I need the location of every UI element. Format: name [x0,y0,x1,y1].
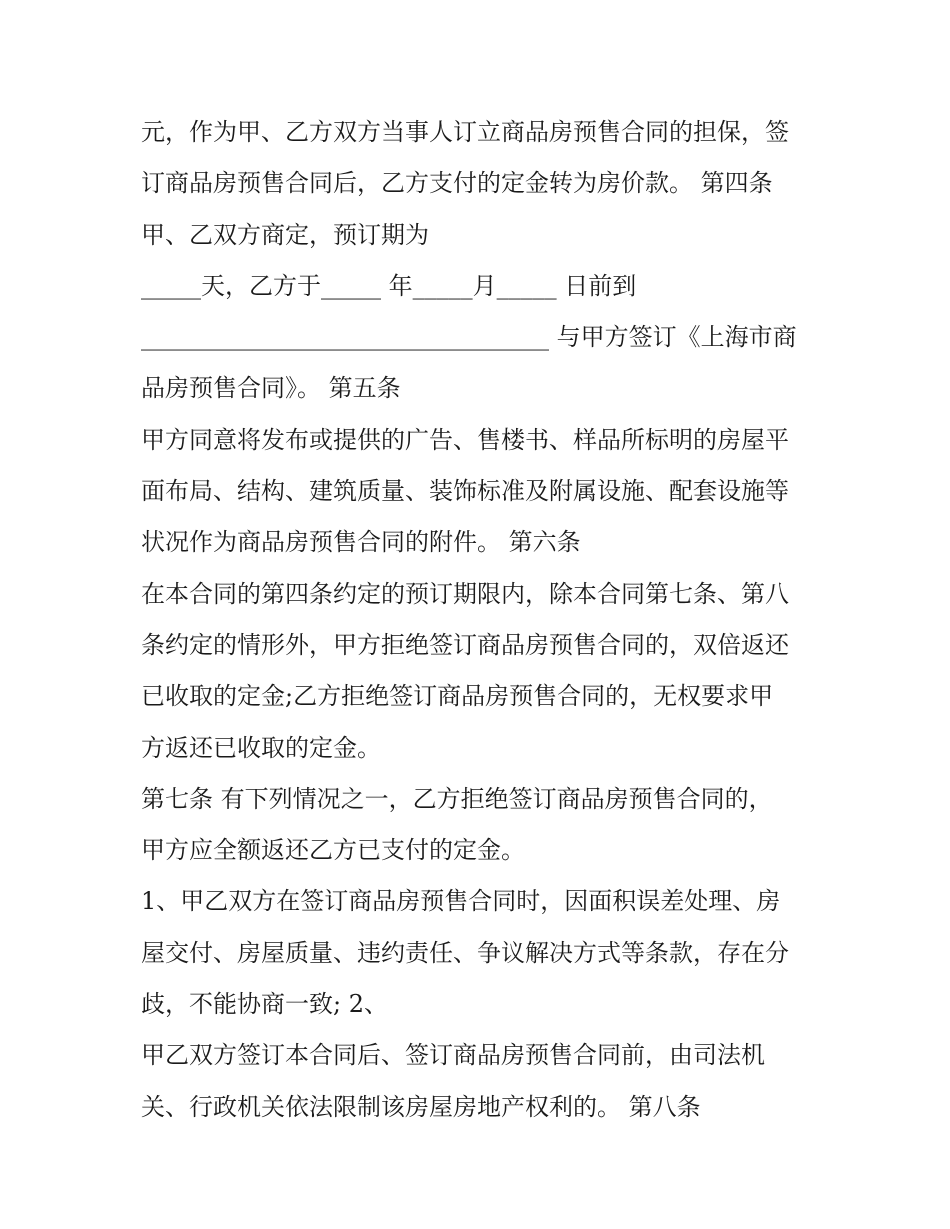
contract-text-block [141,107,821,1133]
text-line: 条约定的情形外，甲方拒绝签订商品房预售合同的，双倍返还 [141,630,789,659]
text-line: 面布局、结构、建筑质量、装饰标准及附属设施、配套设施等 [141,477,789,506]
text-line: 元，作为甲、乙方双方当事人订立商品房预售合同的担保，签 [141,118,789,146]
text-line: 屋交付、房屋质量、违约责任、争议解决方式等条款，存在分 [141,938,789,967]
text-line: 甲、乙双方商定，预订期为 [141,220,429,249]
text-line: 甲乙双方签订本合同后、签订商品房预售合同前，由司法机 [141,1041,765,1070]
text-line: 已收取的定金;乙方拒绝签订商品房预售合同的，无权要求甲 [141,682,774,711]
text-line: 关、行政机关依法限制该房屋房地产权利的。 第八条 [141,1092,701,1121]
text-line: 甲方同意将发布或提供的广告、售楼书、样品所标明的房屋平 [141,425,789,454]
text-line: 在本合同的第四条约定的预订期限内，除本合同第七条、第八 [141,579,789,608]
text-line: 1、甲乙双方在签订商品房预售合同时，因面积误差处理、房 [141,887,781,916]
text-line: 状况作为商品房预售合同的附件。 第六条 [141,528,581,557]
text-line: 方返还已收取的定金。 [141,733,381,762]
text-line: __________________________________ 与甲方签订《上海市商 [141,323,797,352]
text-line: 歧，不能协商一致; 2、 [141,990,388,1019]
text-line: _____天，乙方于_____ 年_____月_____ 日前到 [141,271,637,300]
text-line: 品房预售合同》。 第五条 [141,374,401,403]
text-line: 第七条 有下列情况之一，乙方拒绝签订商品房预售合同的， [141,784,773,813]
text-line: 订商品房预售合同后，乙方支付的定金转为房价款。 第四条 [141,169,773,198]
text-line: 甲方应全额返还乙方已支付的定金。 [141,836,525,865]
